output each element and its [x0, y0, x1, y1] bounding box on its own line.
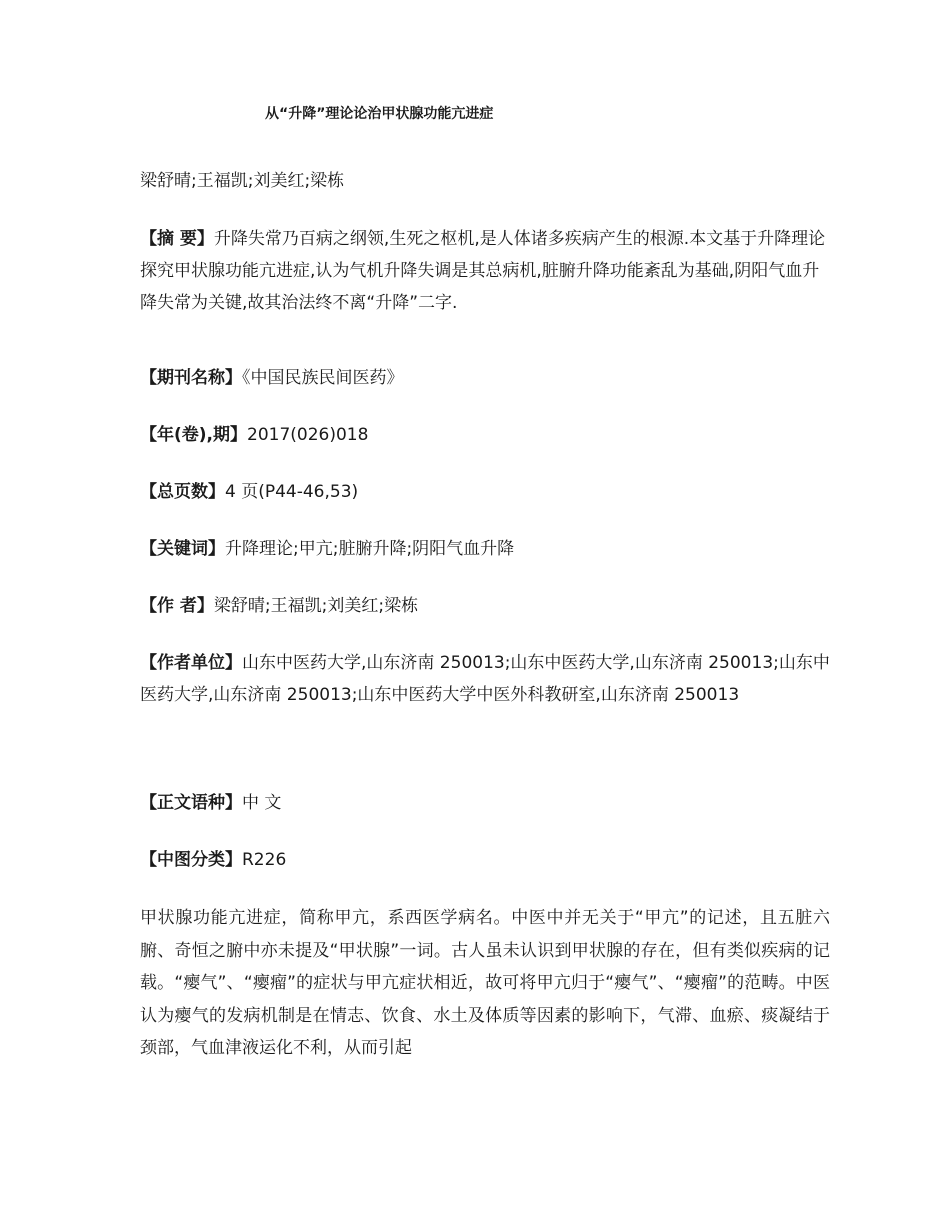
- keywords-field: [140, 533, 830, 565]
- affiliation-field: [140, 647, 830, 711]
- body-paragraph: 甲状腺功能亢进症，简称甲亢，系西医学病名。中医中并无关于“甲亢”的记述，且五脏六腑、奇恒之腑中亦未提及“甲状腺”一词。古人虽未认识到甲状腺的存在，但有类似疾病的记载。“瘿气”、“瘿瘤”的症状与甲亢症状相近，故可将甲亢归于“瘿气”、“瘿瘤”的范畴。中医认为瘿气的发病机制是在情志、饮食、水土及体质等因素的影响下，气滞、血瘀、痰凝结于颈部，气血津液运化不利，从而引起: [140, 908, 830, 1058]
- journal-value: 《中国民族民间医药》: [242, 368, 404, 388]
- document-title: 从“升降”理论论治甲状腺功能亢进症: [265, 106, 494, 122]
- abstract-value: 升降失常乃百病之纲领,生死之枢机,是人体诸多疾病产生的根源.本文基于升降理论探究甲状腺功能亢进症,认为气机升降失调是其总病机,脏腑升降功能紊乱为基础,阴阳气血升降失常为关键,故其治法终不离“升降”二字.: [140, 229, 826, 313]
- pages-label: 【总页数】: [140, 482, 225, 502]
- author-field: [140, 590, 830, 622]
- language-field: [140, 787, 830, 819]
- classification-label: 【中图分类】: [140, 850, 242, 870]
- keywords-label: 【关键词】: [140, 539, 225, 559]
- language-value: 中 文: [242, 793, 282, 813]
- keywords-value: 升降理论;甲亢;脏腑升降;阴阳气血升降: [225, 539, 515, 559]
- classification-field: [140, 844, 830, 876]
- classification-value: R226: [242, 850, 287, 870]
- abstract-field: [140, 223, 830, 319]
- pages-value: 4 页(P44-46,53): [225, 482, 359, 502]
- author-value: 梁舒晴;王福凯;刘美红;梁栋: [213, 596, 419, 616]
- journal-label: 【期刊名称】: [140, 368, 242, 388]
- author-label: 【作 者】: [140, 596, 214, 616]
- issue-field: [140, 419, 830, 451]
- pages-field: [140, 476, 830, 508]
- authors-line: 梁舒晴;王福凯;刘美红;梁栋: [140, 171, 345, 191]
- issue-value: 2017(026)018: [247, 425, 369, 445]
- language-label: 【正文语种】: [140, 793, 242, 813]
- issue-label: 【年(卷),期】: [140, 425, 247, 445]
- journal-field: [140, 362, 830, 394]
- abstract-label: 【摘 要】: [140, 229, 214, 249]
- affiliation-value: 山东中医药大学,山东济南 250013;山东中医药大学,山东济南 250013;山东中医药大学,山东济南 250013;山东中医药大学中医外科教研室,山东济南 250013: [140, 653, 830, 705]
- affiliation-label: 【作者单位】: [140, 653, 242, 673]
